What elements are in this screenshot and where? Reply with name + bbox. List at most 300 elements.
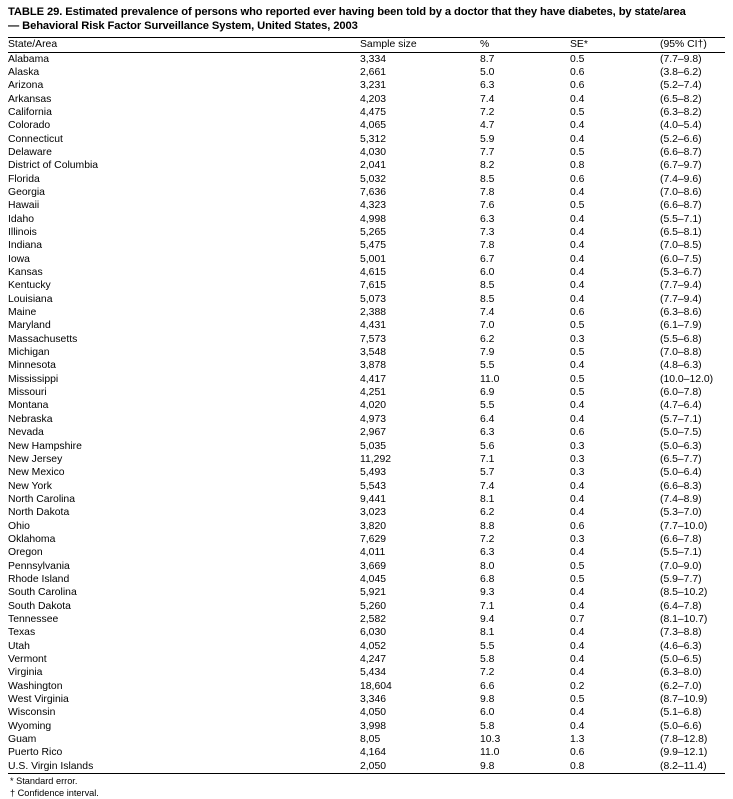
table-row xyxy=(8,426,725,439)
cell-state-area: Massachusetts xyxy=(8,333,78,345)
cell-sample-size: 7,615 xyxy=(360,280,387,292)
cell-sample-size: 4,203 xyxy=(360,93,387,105)
cell-ci: (6.6–8.7) xyxy=(660,146,702,158)
cell-sample-size: 3,346 xyxy=(360,694,387,706)
cell-state-area: Rhode Island xyxy=(8,573,70,585)
cell-sample-size: 5,434 xyxy=(360,667,387,679)
table-row xyxy=(8,466,725,479)
cell-se: 0.5 xyxy=(570,320,585,332)
cell-ci: (7.0–8.8) xyxy=(660,347,702,359)
cell-ci: (7.0–8.5) xyxy=(660,240,702,252)
cell-percent: 7.1 xyxy=(480,453,495,465)
table-row xyxy=(8,319,725,332)
cell-percent: 8.5 xyxy=(480,280,495,292)
cell-percent: 7.4 xyxy=(480,307,495,319)
cell-percent: 6.6 xyxy=(480,680,495,692)
footnote-confidence-interval: † Confidence interval. xyxy=(10,787,99,798)
cell-state-area: Missouri xyxy=(8,387,47,399)
cell-percent: 7.0 xyxy=(480,320,495,332)
cell-ci: (7.7–9.4) xyxy=(660,293,702,305)
table-row xyxy=(8,560,725,573)
cell-sample-size: 2,041 xyxy=(360,160,387,172)
cell-state-area: Florida xyxy=(8,173,40,185)
table-row xyxy=(8,213,725,226)
cell-state-area: Nebraska xyxy=(8,413,53,425)
cell-sample-size: 4,164 xyxy=(360,747,387,759)
cell-percent: 8.5 xyxy=(480,173,495,185)
cell-ci: (6.6–7.8) xyxy=(660,533,702,545)
cell-percent: 7.2 xyxy=(480,106,495,118)
cell-se: 0.5 xyxy=(570,387,585,399)
table-body xyxy=(8,52,725,774)
cell-ci: (8.1–10.7) xyxy=(660,613,708,625)
cell-percent: 9.3 xyxy=(480,587,495,599)
cell-ci: (4.7–6.4) xyxy=(660,400,702,412)
cell-sample-size: 4,998 xyxy=(360,213,387,225)
table-row xyxy=(8,666,725,679)
cell-se: 0.4 xyxy=(570,186,585,198)
cell-percent: 8.8 xyxy=(480,520,495,532)
cell-state-area: California xyxy=(8,106,52,118)
cell-sample-size: 3,548 xyxy=(360,347,387,359)
cell-state-area: Vermont xyxy=(8,654,47,665)
cell-sample-size: 4,052 xyxy=(360,640,387,652)
cell-state-area: North Dakota xyxy=(8,507,70,519)
table-row xyxy=(8,733,725,746)
cell-se: 0.3 xyxy=(570,333,585,345)
cell-ci: (10.0–12.0) xyxy=(660,373,714,385)
cell-se: 0.4 xyxy=(570,587,585,599)
table-row xyxy=(8,480,725,493)
cell-se: 0.5 xyxy=(570,694,585,706)
table-row xyxy=(8,493,725,506)
cell-se: 0.4 xyxy=(570,413,585,425)
cell-ci: (6.4–7.8) xyxy=(660,600,702,612)
cell-state-area: Kentucky xyxy=(8,280,51,292)
cell-sample-size: 4,973 xyxy=(360,413,387,425)
cell-state-area: Georgia xyxy=(8,186,45,198)
cell-percent: 7.4 xyxy=(480,480,495,492)
cell-ci: (4.8–6.3) xyxy=(660,360,702,372)
cell-ci: (7.7–9.8) xyxy=(660,53,702,65)
table-row xyxy=(8,520,725,533)
cell-se: 0.4 xyxy=(570,627,585,639)
cell-ci: (7.0–9.0) xyxy=(660,560,702,572)
cell-percent: 5.0 xyxy=(480,66,495,78)
cell-sample-size: 4,323 xyxy=(360,200,387,212)
cell-state-area: Texas xyxy=(8,627,36,639)
cell-ci: (6.6–8.3) xyxy=(660,480,702,492)
cell-sample-size: 4,247 xyxy=(360,654,387,665)
cell-percent: 5.5 xyxy=(480,360,495,372)
cell-state-area: Indiana xyxy=(8,240,43,252)
cell-ci: (9.9–12.1) xyxy=(660,747,708,759)
table-row xyxy=(8,346,725,359)
cell-sample-size: 5,493 xyxy=(360,467,387,479)
table-row xyxy=(8,453,725,466)
cell-percent: 8.1 xyxy=(480,493,495,505)
cell-sample-size: 5,073 xyxy=(360,293,387,305)
cell-ci: (6.3–8.0) xyxy=(660,667,702,679)
cell-se: 0.4 xyxy=(570,213,585,225)
footnote-standard-error: * Standard error. xyxy=(10,776,78,787)
cell-se: 0.6 xyxy=(570,427,585,439)
cell-sample-size: 7,636 xyxy=(360,186,387,198)
cell-sample-size: 2,050 xyxy=(360,760,387,772)
cell-ci: (5.3–7.0) xyxy=(660,507,702,519)
cell-percent: 6.3 xyxy=(480,427,495,439)
table-row xyxy=(8,306,725,319)
cell-ci: (8.2–11.4) xyxy=(660,760,707,772)
cell-ci: (3.8–6.2) xyxy=(660,66,702,78)
table-header-row xyxy=(8,38,725,52)
cell-se: 0.4 xyxy=(570,480,585,492)
cell-state-area: Nevada xyxy=(8,427,44,439)
cell-se: 0.6 xyxy=(570,66,585,78)
cell-sample-size: 3,998 xyxy=(360,720,387,732)
cell-se: 0.4 xyxy=(570,93,585,105)
cell-sample-size: 2,967 xyxy=(360,427,387,439)
cell-percent: 5.9 xyxy=(480,133,495,145)
cell-se: 0.6 xyxy=(570,520,585,532)
cell-state-area: Iowa xyxy=(8,253,30,265)
cell-se: 0.8 xyxy=(570,160,585,172)
table-row xyxy=(8,746,725,759)
cell-se: 0.4 xyxy=(570,600,585,612)
cell-percent: 8.5 xyxy=(480,293,495,305)
cell-ci: (7.4–9.6) xyxy=(660,173,702,185)
cell-se: 0.4 xyxy=(570,400,585,412)
cell-state-area: North Carolina xyxy=(8,493,75,505)
cell-ci: (5.0–6.3) xyxy=(660,440,702,452)
cell-sample-size: 5,543 xyxy=(360,480,387,492)
cell-state-area: Delaware xyxy=(8,146,52,158)
cell-se: 0.5 xyxy=(570,200,585,212)
table-row xyxy=(8,413,725,426)
cell-percent: 4.7 xyxy=(480,120,495,132)
cell-sample-size: 4,431 xyxy=(360,320,387,332)
cell-sample-size: 11,292 xyxy=(360,453,392,465)
cell-percent: 9.4 xyxy=(480,613,495,625)
cell-state-area: Tennessee xyxy=(8,613,59,625)
table-row xyxy=(8,613,725,626)
cell-percent: 6.8 xyxy=(480,573,495,585)
cell-ci: (5.5–6.8) xyxy=(660,333,702,345)
cell-se: 0.4 xyxy=(570,253,585,265)
table-row xyxy=(8,573,725,586)
cell-sample-size: 4,065 xyxy=(360,120,387,132)
column-header-se: SE* xyxy=(570,39,588,51)
cell-state-area: Michigan xyxy=(8,347,50,359)
cell-sample-size: 4,050 xyxy=(360,707,387,719)
table-row xyxy=(8,186,725,199)
cell-sample-size: 5,001 xyxy=(360,253,387,265)
cell-ci: (6.5–8.1) xyxy=(660,227,702,238)
cell-state-area: New York xyxy=(8,480,52,492)
cell-ci: (8.7–10.9) xyxy=(660,694,708,706)
cell-state-area: Wyoming xyxy=(8,720,52,732)
cell-state-area: Virginia xyxy=(8,667,43,679)
cell-percent: 6.2 xyxy=(480,333,495,345)
table-row xyxy=(8,333,725,346)
cell-state-area: Washington xyxy=(8,680,63,692)
cell-percent: 7.8 xyxy=(480,186,495,198)
cell-ci: (6.0–7.8) xyxy=(660,387,702,399)
cell-se: 0.5 xyxy=(570,573,585,585)
cell-percent: 6.3 xyxy=(480,547,495,559)
cell-sample-size: 2,661 xyxy=(360,66,387,78)
cell-percent: 9.8 xyxy=(480,694,495,706)
cell-se: 0.5 xyxy=(570,560,585,572)
cell-ci: (5.9–7.7) xyxy=(660,573,702,585)
cell-sample-size: 5,032 xyxy=(360,173,387,185)
cell-percent: 8.2 xyxy=(480,160,495,172)
cell-percent: 6.7 xyxy=(480,253,495,265)
title-line-1: TABLE 29. Estimated prevalence of persons who reported ever having been told by a doctor that they have diabetes, by state/area xyxy=(8,6,686,18)
table-row xyxy=(8,600,725,613)
cell-se: 0.4 xyxy=(570,507,585,519)
cell-percent: 7.8 xyxy=(480,240,495,252)
column-header-sample-size: Sample size xyxy=(360,39,417,51)
cell-ci: (4.0–5.4) xyxy=(660,120,702,132)
table-row xyxy=(8,52,725,66)
table-row xyxy=(8,760,725,774)
table-row xyxy=(8,253,725,266)
cell-percent: 8.0 xyxy=(480,560,495,572)
table-row xyxy=(8,680,725,693)
cell-percent: 11.0 xyxy=(480,373,500,385)
cell-se: 0.5 xyxy=(570,347,585,359)
cell-ci: (6.2–7.0) xyxy=(660,680,702,692)
cell-sample-size: 4,475 xyxy=(360,106,387,118)
cell-ci: (6.5–8.2) xyxy=(660,93,702,105)
cell-ci: (6.6–8.7) xyxy=(660,200,702,212)
cell-se: 0.3 xyxy=(570,453,585,465)
table-row xyxy=(8,506,725,519)
cell-state-area: Louisiana xyxy=(8,293,53,305)
cell-percent: 7.1 xyxy=(480,600,495,612)
cell-percent: 5.8 xyxy=(480,654,495,665)
cell-state-area: U.S. Virgin Islands xyxy=(8,760,94,772)
table-row xyxy=(8,199,725,212)
table-row xyxy=(8,133,725,146)
cell-percent: 7.9 xyxy=(480,347,495,359)
table-row xyxy=(8,226,725,239)
cell-ci: (5.2–7.4) xyxy=(660,80,702,92)
table-row xyxy=(8,653,725,666)
cell-sample-size: 3,334 xyxy=(360,53,387,65)
cell-sample-size: 5,035 xyxy=(360,440,387,452)
cell-sample-size: 2,582 xyxy=(360,613,387,625)
cell-percent: 6.0 xyxy=(480,267,495,279)
cell-ci: (5.1–6.8) xyxy=(660,707,702,719)
cell-ci: (8.5–10.2) xyxy=(660,587,708,599)
cell-ci: (5.7–7.1) xyxy=(660,413,702,425)
cell-ci: (6.7–9.7) xyxy=(660,160,702,172)
table-row xyxy=(8,93,725,106)
table-row xyxy=(8,586,725,599)
cell-percent: 5.8 xyxy=(480,720,495,732)
prevalence-table xyxy=(8,37,725,774)
table-row xyxy=(8,440,725,453)
cell-ci: (5.0–6.5) xyxy=(660,654,702,665)
cell-ci: (6.3–8.6) xyxy=(660,307,702,319)
cell-sample-size: 3,231 xyxy=(360,80,387,92)
cell-ci: (5.0–6.4) xyxy=(660,467,702,479)
cell-sample-size: 7,629 xyxy=(360,533,387,545)
cell-sample-size: 3,878 xyxy=(360,360,387,372)
cell-percent: 6.9 xyxy=(480,387,495,399)
table-row xyxy=(8,106,725,119)
cell-state-area: New Mexico xyxy=(8,467,65,479)
table-row xyxy=(8,533,725,546)
cell-state-area: New Hampshire xyxy=(8,440,82,452)
cell-state-area: Ohio xyxy=(8,520,30,532)
column-header-state-area: State/Area xyxy=(8,39,58,51)
cell-sample-size: 6,030 xyxy=(360,627,387,639)
cell-percent: 7.2 xyxy=(480,533,495,545)
cell-state-area: Arkansas xyxy=(8,93,52,105)
cell-se: 1.3 xyxy=(570,734,585,746)
table-row xyxy=(8,66,725,79)
cell-ci: (6.0–7.5) xyxy=(660,253,702,265)
cell-state-area: Guam xyxy=(8,734,37,746)
cell-sample-size: 4,417 xyxy=(360,373,387,385)
cell-percent: 6.0 xyxy=(480,707,495,719)
cell-state-area: South Dakota xyxy=(8,600,71,612)
cell-ci: (5.2–6.6) xyxy=(660,133,702,145)
cell-se: 0.3 xyxy=(570,533,585,545)
cell-sample-size: 4,011 xyxy=(360,547,386,559)
cell-se: 0.6 xyxy=(570,307,585,319)
cell-percent: 8.1 xyxy=(480,627,495,639)
table-row xyxy=(8,159,725,172)
cell-sample-size: 3,669 xyxy=(360,560,387,572)
cell-sample-size: 5,260 xyxy=(360,600,387,612)
cell-percent: 9.8 xyxy=(480,760,495,772)
cell-se: 0.8 xyxy=(570,760,585,772)
table-row xyxy=(8,279,725,292)
cell-state-area: Minnesota xyxy=(8,360,56,372)
cell-percent: 6.3 xyxy=(480,80,495,92)
cell-sample-size: 4,020 xyxy=(360,400,387,412)
cell-se: 0.5 xyxy=(570,106,585,118)
cell-se: 0.4 xyxy=(570,547,585,559)
cell-ci: (5.0–7.5) xyxy=(660,427,702,439)
table-row xyxy=(8,386,725,399)
table-row xyxy=(8,693,725,706)
cell-se: 0.4 xyxy=(570,267,585,279)
cell-percent: 7.4 xyxy=(480,93,495,105)
cell-state-area: Idaho xyxy=(8,213,35,225)
page-title xyxy=(8,6,725,33)
cell-sample-size: 3,820 xyxy=(360,520,387,532)
cell-state-area: Pennsylvania xyxy=(8,560,70,572)
cell-state-area: Illinois xyxy=(8,227,37,238)
cell-percent: 5.7 xyxy=(480,467,495,479)
cell-se: 0.4 xyxy=(570,133,585,145)
cell-ci: (7.3–8.8) xyxy=(660,627,702,639)
cell-state-area: Colorado xyxy=(8,120,51,132)
cell-se: 0.4 xyxy=(570,293,585,305)
cell-state-area: Puerto Rico xyxy=(8,747,63,759)
cell-percent: 5.5 xyxy=(480,640,495,652)
cell-se: 0.5 xyxy=(570,53,585,65)
cell-state-area: Oklahoma xyxy=(8,533,56,545)
cell-se: 0.4 xyxy=(570,280,585,292)
cell-sample-size: 4,251 xyxy=(360,387,387,399)
footnotes xyxy=(8,776,725,799)
cell-se: 0.4 xyxy=(570,640,585,652)
cell-se: 0.4 xyxy=(570,120,585,132)
cell-percent: 5.6 xyxy=(480,440,495,452)
cell-percent: 7.2 xyxy=(480,667,495,679)
cell-sample-size: 4,615 xyxy=(360,267,387,279)
cell-sample-size: 4,030 xyxy=(360,146,387,158)
cell-ci: (6.5–7.7) xyxy=(660,453,702,465)
cell-percent: 7.3 xyxy=(480,227,495,238)
table-row xyxy=(8,79,725,92)
table-row xyxy=(8,720,725,733)
cell-percent: 6.3 xyxy=(480,213,495,225)
cell-state-area: Oregon xyxy=(8,547,43,559)
cell-se: 0.4 xyxy=(570,493,585,505)
cell-ci: (5.3–6.7) xyxy=(660,267,702,279)
cell-ci: (7.0–8.6) xyxy=(660,186,702,198)
table-row xyxy=(8,146,725,159)
cell-state-area: District of Columbia xyxy=(8,160,99,172)
cell-percent: 6.4 xyxy=(480,413,495,425)
cell-state-area: Maryland xyxy=(8,320,51,332)
cell-percent: 7.7 xyxy=(480,146,495,158)
table-row xyxy=(8,359,725,372)
table-row xyxy=(8,173,725,186)
cell-state-area: Maine xyxy=(8,307,37,319)
cell-ci: (6.3–8.2) xyxy=(660,106,702,118)
table-row xyxy=(8,119,725,132)
table-row xyxy=(8,640,725,653)
cell-percent: 6.2 xyxy=(480,507,495,519)
cell-se: 0.3 xyxy=(570,440,585,452)
cell-sample-size: 3,023 xyxy=(360,507,387,519)
cell-se: 0.6 xyxy=(570,173,585,185)
cell-se: 0.4 xyxy=(570,227,585,238)
table-row xyxy=(8,293,725,306)
cell-se: 0.4 xyxy=(570,720,585,732)
cell-ci: (6.1–7.9) xyxy=(660,320,702,332)
table-row xyxy=(8,706,725,719)
cell-ci: (5.5–7.1) xyxy=(660,547,702,559)
cell-sample-size: 9,441 xyxy=(360,493,387,505)
cell-sample-size: 4,045 xyxy=(360,573,387,585)
cell-ci: (7.7–9.4) xyxy=(660,280,702,292)
cell-state-area: Connecticut xyxy=(8,133,63,145)
cell-sample-size: 8,05 xyxy=(360,734,381,746)
cell-state-area: Mississippi xyxy=(8,373,59,385)
cell-se: 0.6 xyxy=(570,80,585,92)
cell-se: 0.6 xyxy=(570,747,585,759)
cell-sample-size: 2,388 xyxy=(360,307,387,319)
cell-percent: 11.0 xyxy=(480,747,500,759)
table-row xyxy=(8,266,725,279)
cell-se: 0.4 xyxy=(570,667,585,679)
cell-se: 0.4 xyxy=(570,654,585,665)
table-row xyxy=(8,373,725,386)
cell-sample-size: 5,921 xyxy=(360,587,387,599)
cell-sample-size: 18,604 xyxy=(360,680,392,692)
table-row xyxy=(8,626,725,639)
cell-percent: 10.3 xyxy=(480,734,501,746)
